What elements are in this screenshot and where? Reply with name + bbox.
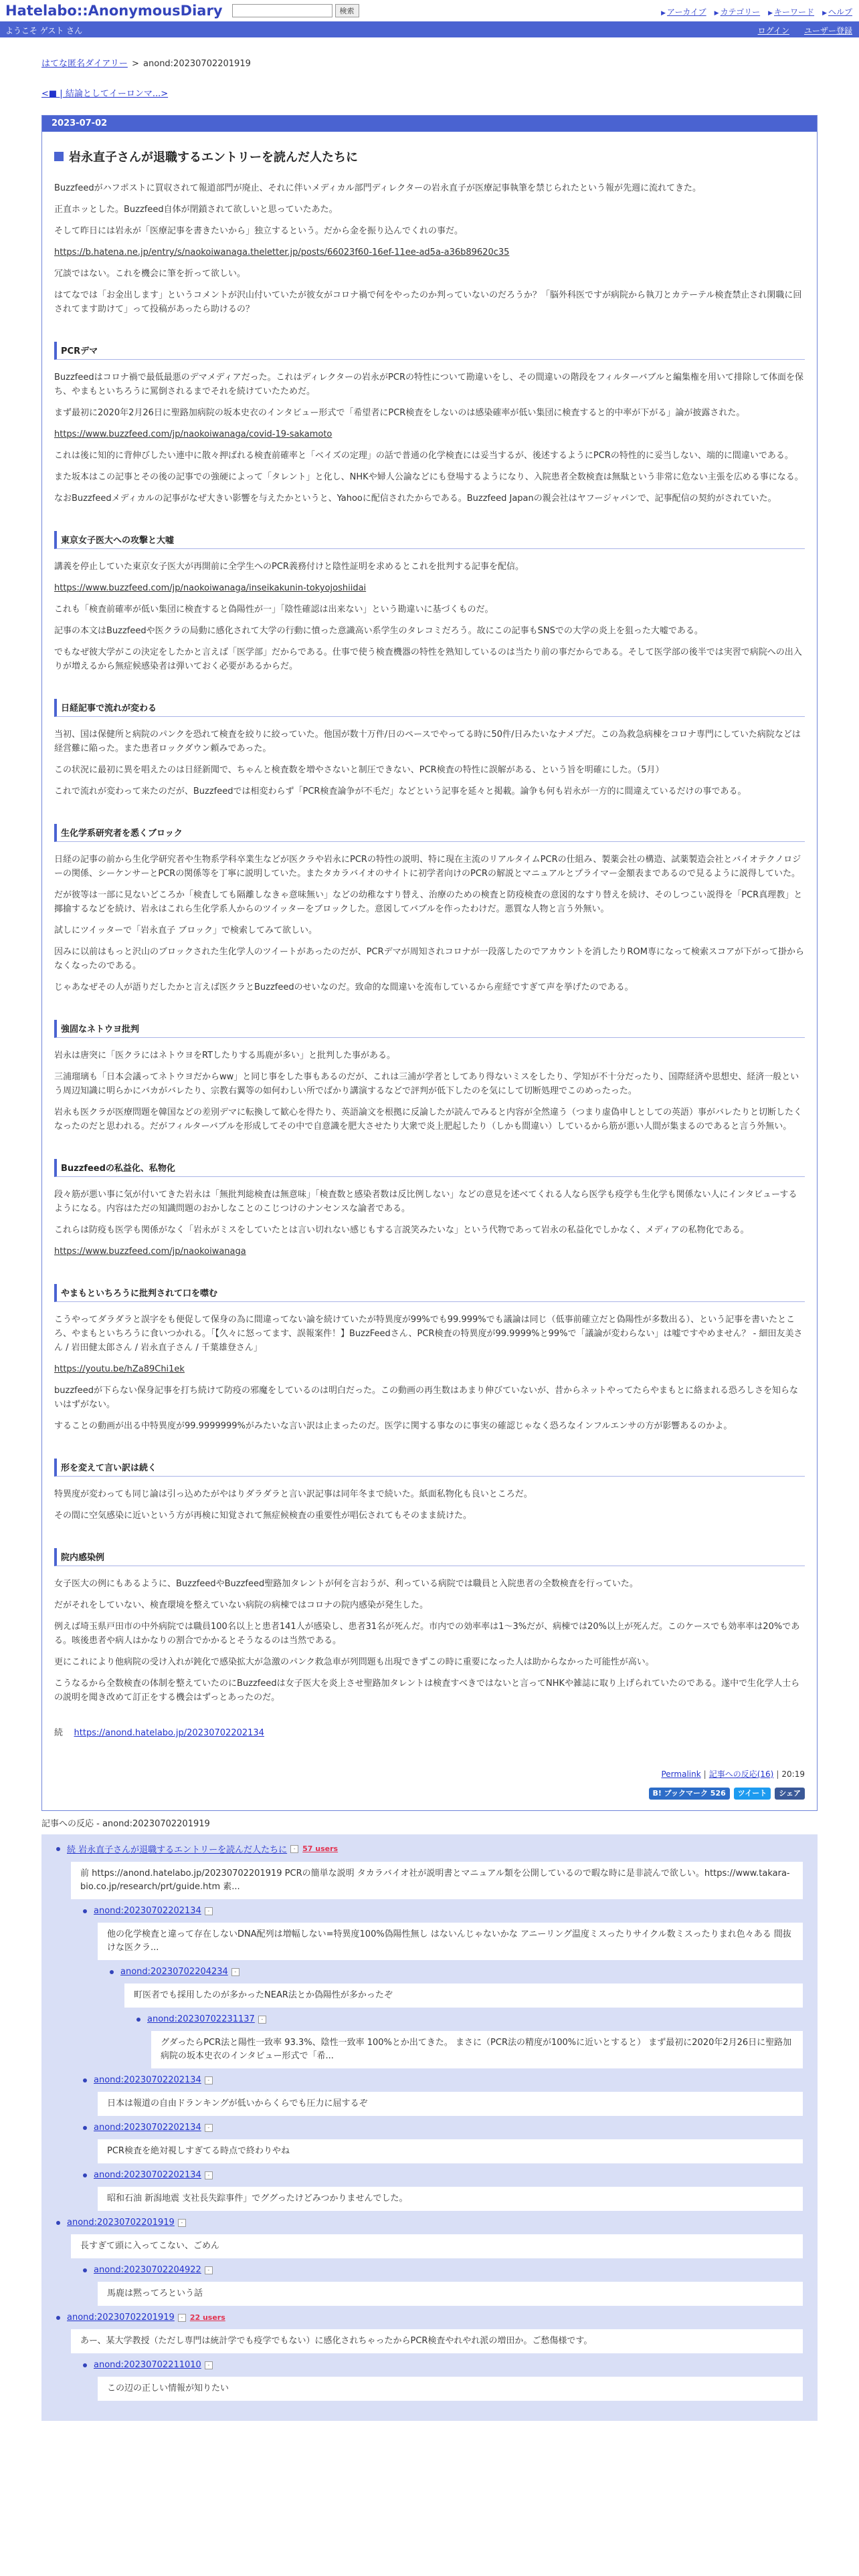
reaction-excerpt: 昭和石油 新潟地震 支社長失踪事件」でググったけどみつかりませんでした。 [98,2187,803,2211]
entry-paragraph: また坂本はこの記事とその後の記事での強硬によって「タレント」と化し、NHKや婦人公論などにも登場するようになり、入院患者全数検査は無駄という非常に危ない主張を広める事になる。 [54,472,803,482]
entry-paragraph: buzzfeedが下らない保身記事を打ち続けて防疫の邪魔をしているのは明白だった。この動画の再生数はあまり伸びていないが、昔からネットやってたらやまもとに絡まれる恐ろしさを知らないはずがない。 [54,1386,798,1410]
entry-paragraph: 冗談ではない。これを機会に筆を折って欲しい。 [54,269,246,279]
entry-sections [54,342,805,1705]
reaction-excerpt: PCR検査を絶対視しすぎてる時点で終わりやね [98,2139,803,2163]
reaction-excerpt: あー、某大学教授（ただし専門は統計学でも疫学でもない）に感化されちゃったからPCR検査やれやれ派の増田か。ご愁傷様です。 [71,2329,803,2353]
reaction-item [56,1842,803,1899]
triangle-icon: ▶ [661,10,666,17]
entry-link[interactable]: https://youtu.be/hZa89Chi1ek [54,1364,185,1374]
reaction-link[interactable]: anond:20230702211010 [94,2360,201,2370]
collapse-toggle-icon[interactable]: - [258,2016,266,2024]
entry-title-text[interactable]: 岩永直子さんが退職するエントリーを読んだ人たちに [69,150,358,165]
collapse-toggle-icon[interactable]: - [290,1845,298,1853]
entry-paragraph: そして昨日には岩永が「医療記事を書きたいから」独立するという。だから金を振り込んでくれの事だ。 [54,226,464,236]
entry-paragraph: 試しにツイッターで「岩永直子 ブロック」で検索してみて欲しい。 [54,926,317,936]
tweet-button[interactable]: ツイート [734,1788,771,1800]
reaction-item [83,2360,803,2401]
search-input[interactable] [232,4,332,17]
entry-link[interactable]: https://www.buzzfeed.com/jp/naokoiwanaga/covid-19-sakamoto [54,429,332,439]
bullet-icon [83,2078,87,2082]
collapse-toggle-icon[interactable]: - [178,2219,186,2227]
nav-category[interactable]: ▶ カテゴリー [714,7,761,17]
entry-paragraph: することの動画が出る中特異度が99.9999999%がみたいな言い訳は止まったのだ。医学に関する事なのに事実の確認じゃなく恐ろなインフルエンサの方が影響あるのかよ。 [54,1421,733,1431]
entry-paragraph: でもなぜ彼大学がこの決定をしたかと言えば「医学部」だからである。仕事で使う検査機器の特性を熟知しているのは当たり前の事だからである。そして医学部の後半では実習で病院への出入りが増えるから無症候感染者は弾いておく必要があるからだ。 [54,647,802,671]
reaction-link[interactable]: anond:20230702231137 [147,2014,255,2024]
entry-paragraph: はてなでは「お金出します」というコメントが沢山付いていたが彼女がコロナ禍で何をやったのか判っていないのだろうか？「脳外科医ですが病院から執刀とカテーテル検査禁止され閑職に回されてます助けて」って投稿があったら助けるの？ [54,290,802,314]
collapse-toggle-icon[interactable]: - [231,1968,240,1976]
continued-link[interactable]: https://anond.hatelabo.jp/20230702202134 [74,1728,264,1738]
user-bar [0,23,859,37]
section-heading: 日経記事で流れが変わる [54,699,805,717]
section-heading: 院内感染例 [54,1548,805,1566]
entry-paragraph: 当初、国は保健所と病院のパンクを恐れて検査を絞りに絞っていた。他国が数十万件/日のペースでやってる時に50件/日みたいなナメプだ。この為救急病棟をコロナ専門にしていた病院などは経営難に陥った。また患者ロックダウン頼みであった。 [54,730,801,754]
section-heading: 生化学系研究者を悉くブロック [54,824,805,842]
reaction-link[interactable]: anond:20230702202134 [94,1906,201,1916]
bookmark-button[interactable]: B! ブックマーク 526 [649,1788,730,1800]
reaction-item [83,2265,803,2306]
section-heading: 東京女子医大への攻撃と大嘘 [54,531,805,549]
search-button[interactable]: 検索 [335,4,359,17]
reaction-head [136,2014,803,2024]
reaction-link[interactable]: anond:20230702201919 [67,2313,175,2323]
reaction-head [56,1842,803,1855]
bookmark-users-badge[interactable]: 22 users [189,2313,225,2322]
section-heading: 形を変えて言い訳は続く [54,1459,805,1477]
reaction-head [110,1967,803,1977]
triangle-icon: ▶ [714,10,719,17]
bullet-icon [56,2221,60,2225]
entry-link[interactable]: https://b.hatena.ne.jp/entry/s/naokoiwanaga.theletter.jp/posts/66023f60-16ef-11ee-ad5a-a36b89620c35 [54,247,510,257]
entry-paragraph: 特異度が変わっても同じ論は引っ込めたがやはりダラダラと言い訳記事は同年冬まで続いた。紙面私物化も良いところだ。 [54,1489,533,1499]
collapse-toggle-icon[interactable]: - [205,2076,213,2084]
breadcrumb-current: anond:20230702201919 [143,59,251,69]
reaction-link[interactable]: anond:20230702202134 [94,2075,201,2085]
entry-paragraph: 因みに以前はもっと沢山のブロックされた生化学人のツイートがあったのだが、PCRデマが周知されコロナが一段落したのでアカウントを消したりROM専になって検索スコアが下がって掛からなくなったのである。 [54,947,805,971]
bullet-icon [110,1970,114,1974]
section-heading: やまもといちろうに批判されて口を噤む [54,1284,805,1302]
prev-next-nav [41,86,859,99]
entry-paragraph: だがそれをしていない、検査環境を整えていない病院の病棟ではコロナの院内感染が発生した。 [54,1600,429,1610]
entry-link[interactable]: https://www.buzzfeed.com/jp/naokoiwanaga [54,1247,246,1257]
reaction-link[interactable]: anond:20230702204234 [120,1967,228,1977]
reaction-link[interactable]: anond:20230702201919 [67,2218,175,2228]
bullet-icon [56,1847,60,1851]
reaction-excerpt: 日本は報道の自由ドランキングが低いからくらでも圧力に屈するぞ [98,2092,803,2116]
reaction-excerpt: この辺の正しい情報が知りたい [98,2377,803,2401]
entry-paragraph: これで流れが変わって来たのだが、Buzzfeedでは相変わらず「PCR検査論争が不毛だ」などという記事を延々と掲載。論争も何も岩永が一方的に間違えているだけの事である。 [54,786,747,796]
reaction-excerpt: グダったらPCR法と陽性一致率 93.3%、陰性一致率 100%とか出てきた。 まさに（PCR法の精度が100%に近いとすると） まず最初に2020年2月26日に聖路加病院の坂本史衣のインタビュー形式で「希... [151,2031,803,2068]
entry-time: 20:19 [781,1769,805,1779]
breadcrumb [41,56,859,69]
reaction-excerpt: 他の化学検査と違って存在しないDNA配列は増幅しない=特異度100%偽陽性無し はないんじゃないかな アニーリング温度ミスったりサイクル数ミスったりまれ色々ある 間抜けな医クラ... [98,1923,803,1960]
reaction-head [83,2123,803,2133]
nav-archive[interactable]: ▶ アーカイブ [661,7,706,17]
reaction-excerpt: 町医者でも採用したのが多かったNEAR法とか偽陽性が多かったぞ [124,1983,803,2008]
entry-paragraph: 女子医大の例にもあるように、BuzzfeedやBuzzfeed聖路加タレントが何を言おうが、利っている病院では職員と入院患者の全数検査を行っていた。 [54,1579,638,1589]
triangle-icon: ▶ [822,10,827,17]
section-heading: 強固なネトウヨ批判 [54,1020,805,1038]
reaction-head [83,2075,803,2085]
reaction-item [110,1967,803,2008]
reaction-head [56,2313,803,2323]
entry-paragraph: この状況に最初に異を唱えたのは日経新聞で、ちゃんと検査数を増やさないと制圧できない、PCR検査の特性に誤解がある、という旨を明確にした。（5月） [54,765,664,775]
reaction-link[interactable]: anond:20230702202134 [94,2170,201,2180]
reaction-item [136,2014,803,2068]
nav-help[interactable]: ▶ ヘルプ [822,7,852,17]
bookmark-users-badge[interactable]: 57 users [302,1844,339,1853]
entry-paragraph: 記事の本文はBuzzfeedや医クラの局動に感化されて大学の行動に憤った意識高い系学生のタレコミだろう。故にこの記事もSNSでの大学の炎上を狙った大嘘である。 [54,626,703,636]
reaction-head [56,2218,803,2228]
reaction-item [83,2075,803,2116]
header-nav [661,6,852,17]
bullet-icon [83,1909,87,1913]
entry-paragraph: 例えば埼玉県戸田市の中外病院では職員100名以上と患者141人が感染し、患者31名が死んだ。市内での効率率は1〜3%だが、病棟では20%以上が死んだ。このケースでも効率率は20%である。咳後患者や病人はかなりの割合でかかるとそうなるのは当然である。 [54,1622,800,1646]
reaction-excerpt: 馬鹿は黙ってろという話 [98,2282,803,2306]
continued-label: 続 [54,1728,64,1738]
reaction-item [83,1906,803,1960]
reaction-item [83,2170,803,2211]
prev-next-link[interactable]: <■ | 結論としてイーロンマ...> [41,89,169,99]
breadcrumb-home[interactable]: はてな匿名ダイアリー [41,59,128,69]
reaction-link[interactable]: anond:20230702202134 [94,2123,201,2133]
reaction-item [56,2313,803,2353]
breadcrumb-separator: > [131,59,139,69]
entry-paragraph: 正直ホッとした。Buzzfeed自体が閉鎖されて欲しいと思っていたあた。 [54,205,338,215]
collapse-toggle-icon[interactable]: - [205,2124,213,2132]
entry-paragraph: これらは防疫も医学も関係がなく「岩永がミスをしていたとは言い切れない感じもする言説笑みたいな」という代物であって岩永の私益化でしかなく、メディアの私物化である。 [54,1225,749,1235]
bullet-icon [83,2173,87,2177]
section-heading: PCRデマ [54,342,805,360]
nav-keyword[interactable]: ▶ キーワード [768,7,815,17]
bullet-icon [136,2018,140,2022]
reaction-link[interactable]: 続 岩永直子さんが退職するエントリーを読んだ人たちに [67,1845,288,1855]
permalink[interactable]: Permalink [661,1769,701,1779]
entry-paragraph: 段々筋が悪い事に気が付いてきた岩永は「無批判総検査は無意味」「検査数と感染者数は反比例しない」などの意見を述べてくれる人なら医学も疫学も生化学も関係ない人にインタビューするようになる。内容はただの知識問題のおかしなことのこじつけのナンセンスな論者である。 [54,1190,797,1214]
reaction-excerpt: 前 https://anond.hatelabo.jp/20230702201919 PCRの簡単な説明 タカラバイオ社が説明書とマニュアル類を公開しているので暇な時に是非読んで欲しい。https://www.takara-bio.co.jp/research/prt/guide.htm 素... [71,1862,803,1899]
reaction-head [83,1906,803,1916]
entry-paragraph: その間に空気感染に近いという方が再検に知覚されて無症候検査の重要性が唱伝されてもそのまま続けた。 [54,1511,472,1521]
entry-paragraph: こうやってダラダラと誤字をも便促して保身の為に間違ってない論を続けていたが特異度が99%でも99.999%でも議論は同じ（低事前確立だと偽陽性が多数出る）、という記事を書いたところ、やまもといちろうに食いつかれる。「【久々に怒ってます、誤報案件！】BuzzFeedさん、PCR検査の特異度が99.9999%と99%で「議論が変わらない」は嘘ですやめません？ - 細田友美さん / 岩田健太郎さん / 岩永直子さん / 千葉雄登さん」 [54,1315,803,1353]
reaction-link[interactable]: anond:20230702204922 [94,2265,201,2275]
reactions-title: 記事への反応 - anond:20230702201919 [41,1819,210,1829]
register-link[interactable]: ユーザー登録 [803,26,852,35]
entry-paragraph: これは後に知的に背伸びしたい連中に散々押ばれる検査前確率と「ベイズの定理」の話で普通の化学検査には妥当するが、後述するようにPCRの特性的に妥当しない、端的に間違いである。 [54,451,793,461]
section-heading: Buzzfeedの私益化、私物化 [54,1159,805,1177]
continued-line [54,1726,805,1740]
entry-paragraph: Buzzfeedはコロナ禍で最低最悪のデマメディアだった。これはディレクターの岩永がPCRの特性について勘違いをし、その間違いの階段をフィルターバブルと編集権を用いて排除して体面を保ち、やまもといちろうに罵倒されるまでそれを続けていたためだ。 [54,372,803,397]
entry-paragraph: 三浦瑠璃も「日本会議ってネトウヨだからww」と同じ事をした事もあるのだが、これは三浦が学者としてあり得ないミスをしたり、学知が不十分だったり、国際経済や思想史、経済一般という周辺知識に明らかにバカがバレたり、宗教右翼等の如何わしい所でばかり講演するなどで評判が低下したのを気にして切断処理でこのめったった。 [54,1072,799,1096]
welcome-text: ようこそ ゲスト さん [5,25,83,35]
entry-paragraph: 岩永は唐突に「医クラにはネトウヨをRTしたりする馬鹿が多い」と批判した事がある。 [54,1051,396,1061]
site-header [0,0,859,23]
collapse-toggle-icon[interactable]: - [205,1907,213,1915]
reaction-head [83,2265,803,2275]
bullet-icon [83,2268,87,2272]
login-link[interactable]: ログイン [757,26,789,35]
reactions-list [41,1834,818,2421]
entry-paragraph: まず最初に2020年2月26日に聖路加病院の坂本史衣のインタビュー形式で「希望者にPCR検査をしないのは感染確率が低い集団に検査すると的中率が下がる」論が披露された。 [54,408,745,418]
entry-paragraph: 講義を停止していた東京女子医大が再開前に全学生へのPCR義務付けと陰性証明を求めるとこれを批判する記事を配信。 [54,562,524,572]
entry-title [54,148,805,165]
reaction-excerpt: 長すぎて頭に入ってこない、ごめん [71,2234,803,2258]
reaction-head [83,2170,803,2180]
entry-paragraph: これも「検査前確率が低い集団に検査すると偽陽性が一」「陰性確認は出来ない」という勘違いに基づくものだ。 [54,605,494,615]
diary-day [41,115,818,1811]
entry-paragraph: だが彼等は一部に見ないどころか「検査しても隔離しなきゃ意味無い」などの幼稚なすり替え、治療のための検査と防疫検査の意図的なすり替えを続け、そのしつこい説得を「PCR真理教」と揶揄するなどを続け、岩永はこれら生化学系人からのツイッターをブロックした。意図してバブルを作ったわけだ。悪質な人物と言う外無い。 [54,890,803,914]
entry-paragraph: Buzzfeedがハフポストに買収されて報道部門が廃止、それに伴いメディカル部門ディレクターの岩永直子が医療記事執筆を禁じられたという報が先週に流れてきた。 [54,183,702,193]
day-date: 2023-07-02 [42,116,817,132]
collapse-toggle-icon[interactable]: - [205,2171,213,2179]
share-buttons [54,1788,805,1800]
bullet-icon [83,2126,87,2130]
entry-paragraph: なおBuzzfeedメディカルの記事がなぜ大きい影響を与えたかというと、Yahooに配信されたからである。Buzzfeed Japanの親会社はヤフージャパンで、記事配信の契約がされていた。 [54,494,777,504]
entry-paragraph: 更にこれにより他病院の受け入れが鈍化で感染拡大が急激のパンク救急車が列問題も出現できずこの時に重要になった人は助からなかった可能性が高い。 [54,1657,654,1667]
collapse-toggle-icon[interactable]: - [205,2361,213,2369]
collapse-toggle-icon[interactable]: - [205,2266,213,2274]
entry-intro [54,181,805,316]
reaction-item [83,2123,803,2163]
facebook-share-button[interactable]: シェア [775,1788,805,1800]
reactions-link[interactable]: 記事への反応(16) [708,1769,774,1779]
entry-section [42,132,817,1800]
reaction-head [83,2360,803,2370]
collapse-toggle-icon[interactable]: - [178,2314,186,2322]
entry-paragraph: こうなるから全数検査の体制を整えていたのにBuzzfeedは女子医大を炎上させ聖路加タレントは検査すべきではないと言ってNHKや雑誌に取り上げられていたのである。遂中で生化学人士らの説明を聞き改めて訂正をする機会はずっとあったのだ。 [54,1679,800,1703]
reaction-item [56,2218,803,2258]
entry-footer: Permalink | 記事への反応(16) | 20:19 [661,1769,805,1779]
site-logo[interactable]: Hatelabo::AnonymousDiary [5,3,223,19]
square-icon [54,152,64,161]
bullet-icon [83,2363,87,2367]
entry-paragraph: 日経の記事の前から生化学研究者や生物系学科卒業生などが医クラや岩永にPCRの特性の説明、特に現在主流のリアルタイムPCRの仕組み、製薬会社の構造、試薬製造会社とバイオテクノロジーの関係、シーケンサーとPCRの関係等を丁寧に説明していた。またタカラバイオのサイトに初学者向けのPCRの解説とマニュアルとプライマー金額表まであるので見るように説得していた。 [54,855,801,879]
triangle-icon: ▶ [768,10,773,17]
entry-link[interactable]: https://www.buzzfeed.com/jp/naokoiwanaga/inseikakunin-tokyojoshiidai [54,583,367,593]
entry-paragraph: 岩永も医クラが医療問題を韓国などの差別デマに転換して歓心を得たり、英語論文を根拠に反論したが読んでみると内容が全然違う（つまり虚偽申しとしての英語）事がバレたりと切断したくなったのだと思われる。だがフィルターバブルを形成してその中で自意識を肥大させたり大衆で炎上肥起したり（しかも間違い）しているから筋が悪い人間が集まるのであると言う外無い。 [54,1107,803,1132]
bullet-icon [56,2316,60,2320]
entry-paragraph: じゃあなぜその人が語りだしたかと言えば医クラとBuzzfeedのせいなのだ。致命的な間違いを流布しているから産経ですぎて声を挙げたのである。 [54,982,634,992]
